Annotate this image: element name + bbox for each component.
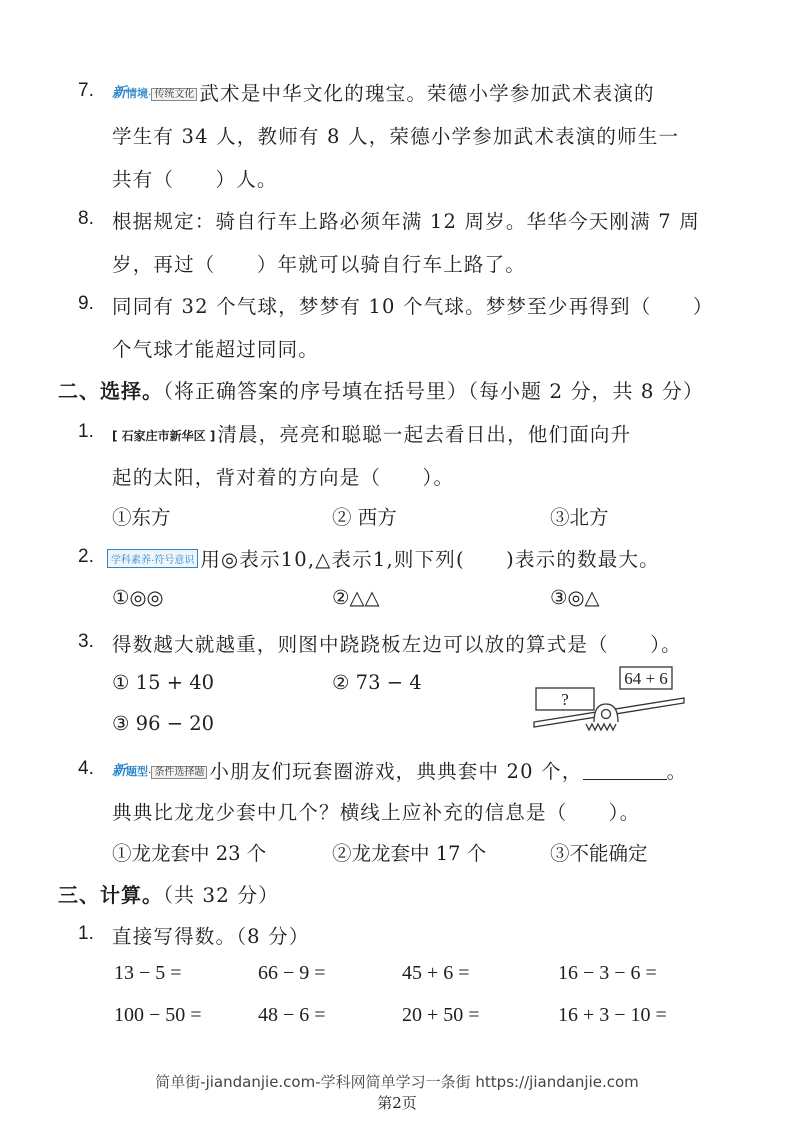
- option-1: ①◎◎: [112, 586, 164, 609]
- question-number: 2.: [78, 546, 94, 567]
- region-tag: [ 石家庄市新华区 ]: [112, 429, 216, 443]
- option-2: ②龙龙套中 17 个: [332, 842, 487, 865]
- calc-item: 16 + 3 − 10 =: [558, 1004, 667, 1026]
- section-heading: 三、计算。（共 32 分）: [58, 883, 280, 907]
- option-2: ② 73 − 4: [332, 671, 422, 694]
- question-text: 个气球才能超过同同。: [112, 338, 320, 361]
- question-text: 新题型· 条件选择题 小朋友们玩套圈游戏，典典套中 20 个， 。: [112, 760, 688, 783]
- option-1: ①龙龙套中 23 个: [112, 842, 267, 865]
- question-text: 学生有 34 人，教师有 8 人，荣德小学参加武术表演的师生一: [112, 125, 680, 148]
- question-text: 岁，再过（ ）年就可以骑自行车上路了。: [112, 253, 527, 276]
- calc-item: 100 − 50 =: [114, 1004, 202, 1026]
- option-3: ③北方: [550, 506, 609, 529]
- question-number: 7.: [78, 80, 94, 101]
- calc-item: 66 − 9 =: [258, 962, 326, 984]
- seesaw-left-label: ?: [561, 690, 569, 709]
- type-tag: 新题型· 条件选择题: [112, 760, 207, 780]
- seesaw-right-label: 64 + 6: [624, 669, 668, 688]
- option-2: ② 西方: [332, 506, 397, 529]
- question-number: 9.: [78, 293, 94, 314]
- question-text: 同同有 32 个气球，梦梦有 10 个气球。梦梦至少再得到（ ）: [112, 295, 714, 318]
- watermark-footer: 简单街-jiandanjie.com-学科网简单学习一条街 https://jiandanjie.com: [155, 1073, 639, 1091]
- question-text: 起的太阳，背对着的方向是（ ）。: [112, 466, 455, 489]
- fill-blank-line[interactable]: [583, 763, 667, 780]
- question-text: 新情境· 传统文化 武术是中华文化的瑰宝。荣德小学参加武术表演的: [112, 82, 655, 105]
- page-number: 第2页: [377, 1094, 417, 1112]
- option-2: ②△△: [332, 586, 380, 609]
- section-heading: 二、选择。（将正确答案的序号填在括号里）（每小题 2 分，共 8 分）: [58, 379, 704, 403]
- question-number: 8.: [78, 208, 94, 229]
- question-number: 1.: [78, 421, 94, 442]
- option-1: ① 15 + 40: [112, 671, 215, 694]
- option-3: ③ 96 − 20: [112, 712, 215, 735]
- question-text: 直接写得数。（8 分）: [112, 925, 310, 948]
- context-tag: 新情境· 传统文化: [112, 82, 197, 102]
- calc-item: 20 + 50 =: [402, 1004, 480, 1026]
- option-3: ③不能确定: [550, 842, 648, 865]
- option-3: ③◎△: [550, 586, 600, 609]
- calc-item: 13 − 5 =: [114, 962, 182, 984]
- question-text: 根据规定：骑自行车上路必须年满 12 周岁。华华今天刚满 7 周: [112, 210, 700, 233]
- question-text: 学科素养·符号意识 用◎表示10,△表示1,则下列( )表示的数最大。: [107, 544, 660, 572]
- question-number: 3.: [78, 631, 94, 652]
- question-text: [ 石家庄市新华区 ] 清晨，亮亮和聪聪一起去看日出，他们面向升: [112, 423, 632, 446]
- calc-item: 16 − 3 − 6 =: [558, 962, 657, 984]
- seesaw-illustration: [528, 660, 688, 740]
- option-1: ①东方: [112, 506, 171, 529]
- question-text: 得数越大就越重，则图中跷跷板左边可以放的算式是（ ）。: [112, 633, 682, 656]
- question-number: 1.: [78, 923, 94, 944]
- question-text: 共有（ ）人。: [112, 168, 278, 191]
- literacy-tag: 学科素养·符号意识: [107, 549, 198, 568]
- calc-item: 45 + 6 =: [402, 962, 470, 984]
- question-text: 典典比龙龙少套中几个？横线上应补充的信息是（ ）。: [112, 801, 641, 824]
- question-number: 4.: [78, 758, 94, 779]
- calc-item: 48 − 6 =: [258, 1004, 326, 1026]
